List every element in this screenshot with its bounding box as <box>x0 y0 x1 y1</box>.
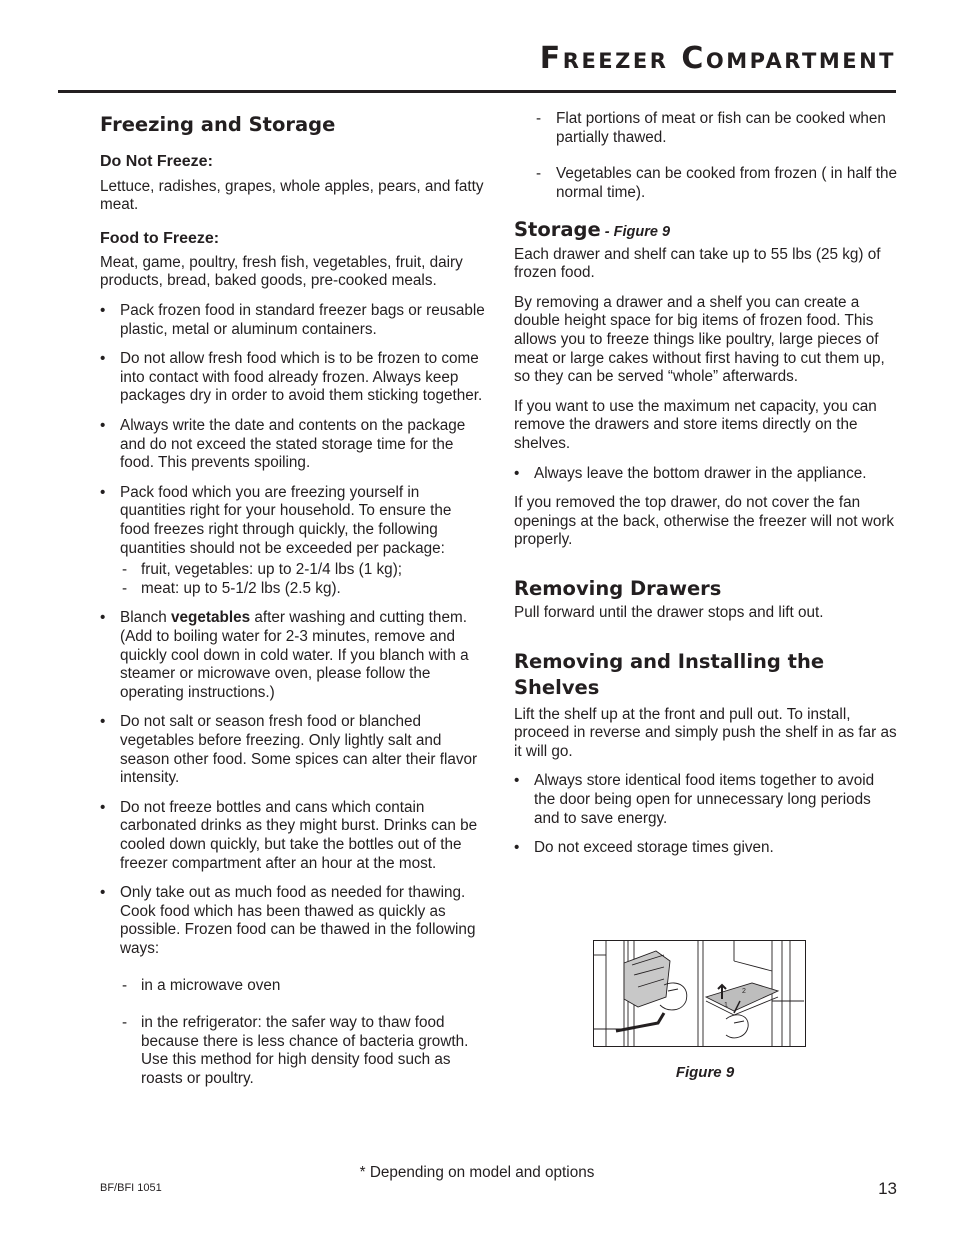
removing-drawers-text: Pull forward until the drawer stops and lift out. <box>514 604 824 622</box>
list-item: - Vegetables can be cooked from frozen ( in half the normal time). <box>536 165 898 202</box>
page-title: Freezer Compartment <box>539 41 896 76</box>
figure-reference: - Figure 9 <box>600 224 671 241</box>
section-heading-shelves: Removing and Installing the Shelves <box>514 649 825 700</box>
list-item-text: Pack food which you are freezing yourself in quantities right for your household. To ensure the food freezes right through quickly, the following quantities should not be exceeded per package: <box>120 483 452 557</box>
figure-9-illustration <box>593 940 806 1047</box>
figure-caption: Figure 9 <box>675 1064 735 1081</box>
section-heading-removing-drawers: Removing Drawers <box>514 577 722 600</box>
bold-text: vegetables <box>171 609 251 627</box>
storage-paragraph: By removing a drawer and a shelf you can create a double height space for big items of frozen food. This allows you to freeze things like poultry, large pieces of meat or large cakes without first having to cut them up, so they can be served “whole” afterwards. <box>514 293 885 386</box>
list-item: - in a microwave oven <box>120 977 485 996</box>
footnote: * Depending on model and options <box>359 1164 595 1181</box>
food-to-freeze-title: Food to Freeze: <box>100 229 220 247</box>
thawing-methods-continued <box>536 110 898 202</box>
freezer-drawer-illustration <box>594 941 805 1046</box>
list-item: • Do not exceed storage times given. <box>514 839 898 858</box>
right-column <box>514 112 898 869</box>
list-item: • Do not allow fresh food which is to be frozen to come into contact with food already frozen. Always keep packages dry in order to avoid them sticking together. <box>100 350 485 406</box>
figure-label-2: 2 <box>742 988 746 995</box>
list-item: • Only take out as much food as needed for thawing. Cook food which has been thawed as quickly as possible. Frozen food can be thawed in the following ways: <box>100 884 485 958</box>
storage-paragraph: If you want to use the maximum net capacity, you can remove the drawers and store items directly on the shelves. <box>514 397 877 453</box>
figure-label-1: 1 <box>724 1002 728 1009</box>
do-not-freeze-title: Do Not Freeze: <box>100 153 213 171</box>
section-heading-freezing-storage: Freezing and Storage <box>100 113 336 136</box>
left-column <box>100 112 485 1106</box>
sublist-item: - meat: up to 5-1/2 lbs (2.5 kg). <box>120 580 485 599</box>
thawing-methods-list <box>120 977 485 1088</box>
quantity-sublist <box>120 561 485 598</box>
list-item: • Pack frozen food in standard freezer bags or reusable plastic, metal or aluminum containers. <box>100 302 485 339</box>
page-number: 13 <box>878 1179 897 1198</box>
storage-paragraph: Each drawer and shelf can take up to 55 lbs (25 kg) of frozen food. <box>514 245 881 282</box>
title-rule <box>58 90 896 93</box>
list-item-text: Blanch <box>120 609 172 627</box>
list-item: • Do not salt or season fresh food or blanched vegetables before freezing. Only lightly salt and season other food. Some spices can alter their flavor intensity. <box>100 713 485 787</box>
do-not-freeze-text: Lettuce, radishes, grapes, whole apples, pears, and fatty meat. <box>100 177 484 214</box>
shelves-text: Lift the shelf up at the front and pull out. To install, proceed in reverse and simply push the shelf in as far as it will go. <box>514 705 897 760</box>
list-item <box>100 609 485 702</box>
list-item: - in the refrigerator: the safer way to thaw food because there is less chance of bacteria growth. Use this method for high density food such as roasts or poultry. <box>120 1014 485 1088</box>
list-item: • Always leave the bottom drawer in the appliance. <box>514 465 898 484</box>
list-item <box>100 484 485 599</box>
list-item: • Always write the date and contents on the package and do not exceed the stated storage time for the food. This prevents spoiling. <box>100 417 485 473</box>
list-item-text: after washing and cutting them. (Add to boiling water for 2-3 minutes, remove and quickly cool down in cold water. If you blanch with a steamer or microwave oven, please follow the operating instructions.) <box>120 609 469 701</box>
freezing-tips-list <box>100 302 485 958</box>
list-item: - Flat portions of meat or fish can be cooked when partially thawed. <box>536 110 898 147</box>
list-item: • Do not freeze bottles and cans which contain carbonated drinks as they might burst. Drinks can be cooled down quickly, but take the bottles out of the freezer compartment after an hour at the most. <box>100 799 485 873</box>
food-to-freeze-text: Meat, game, poultry, fresh fish, vegetables, fruit, dairy products, bread, baked goods, pre-cooked meals. <box>100 253 463 290</box>
document-code: BF/BFI 1051 <box>100 1182 162 1194</box>
storage-bullets <box>514 465 898 484</box>
shelves-bullets <box>514 772 898 857</box>
sublist-item: - fruit, vegetables: up to 2-1/4 lbs (1 kg); <box>120 561 485 580</box>
list-item: • Always store identical food items together to avoid the door being open for unnecessary long periods and to save energy. <box>514 772 898 828</box>
storage-paragraph: If you removed the top drawer, do not cover the fan openings at the back, otherwise the freezer will not work properly. <box>514 494 895 549</box>
section-heading-storage <box>514 217 898 243</box>
storage-heading-text: Storage <box>514 218 601 242</box>
